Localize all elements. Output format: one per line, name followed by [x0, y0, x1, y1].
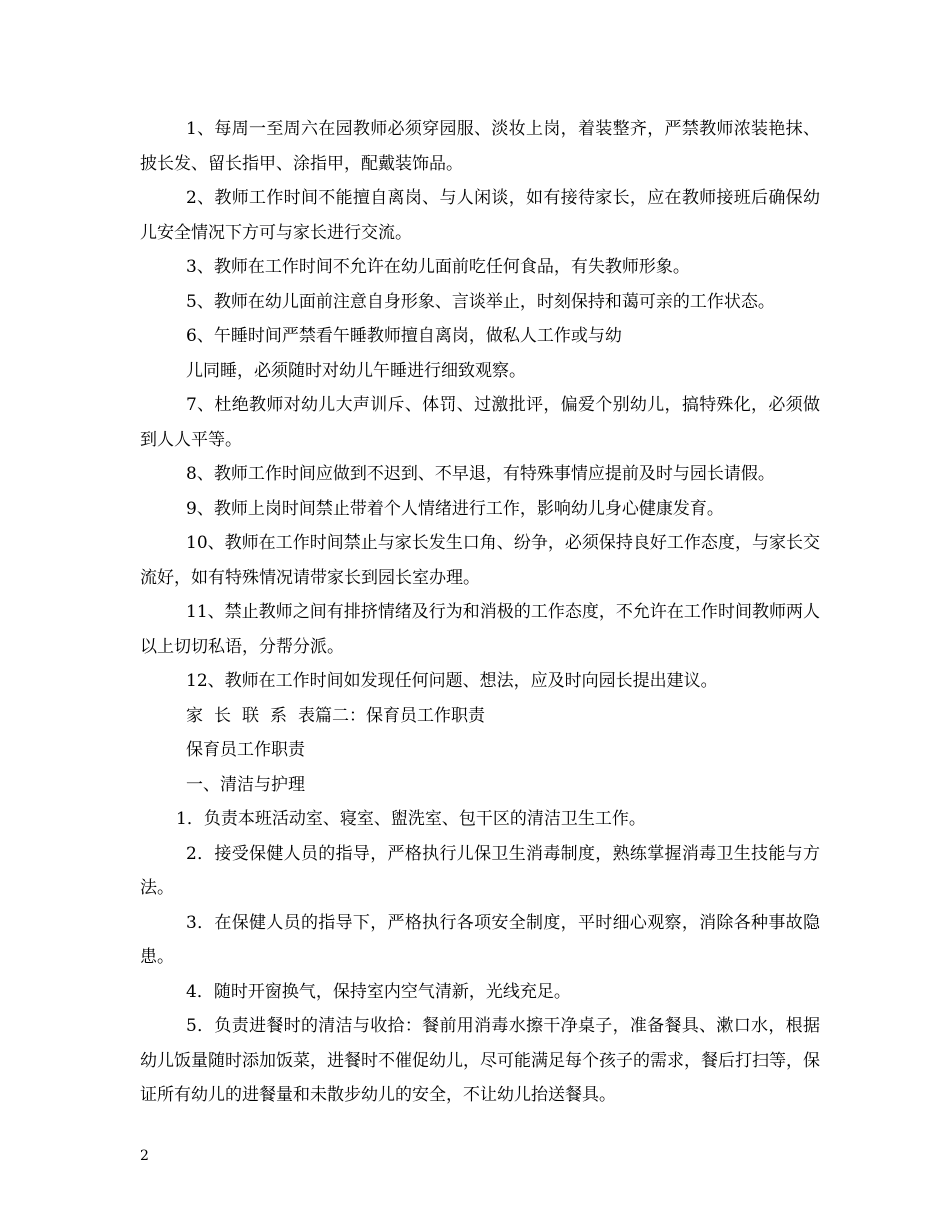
subsection-heading: 一、清洁与护理 — [186, 774, 305, 795]
rule-paragraph: 9、教师上岗时间禁止带着个人情绪进行工作，影响幼儿身心健康发育。 — [186, 498, 724, 519]
rule-paragraph: 11、禁止教师之间有排挤情绪及行为和消极的工作态度，不允许在工作时间教师两人以上切切私语，分帮分派。 — [140, 602, 820, 657]
rule-paragraph-continuation: 儿同睡，必须随时对幼儿午睡进行细致观察。 — [186, 360, 526, 381]
section-header — [140, 699, 820, 734]
rule-paragraph: 6、午睡时间严禁看午睡教师擅自离岗，做私人工作或与幼 — [186, 326, 622, 346]
rule-paragraph: 12、教师在工作时间如发现任何问题、想法，应及时向园长提出建议。 — [186, 671, 718, 691]
document-body — [140, 112, 820, 1113]
rule-paragraph: 2、教师工作时间不能擅自离岗、与人闲谈，如有接待家长，应在教师接班后确保幼儿安全情况下方可与家长进行交流。 — [140, 188, 820, 243]
rule-paragraph: 8、教师工作时间应做到不迟到、不早退，有特殊事情应提前及时与园长请假。 — [186, 464, 775, 484]
section-title: 保育员工作职责 — [186, 740, 305, 760]
rule-paragraph: 7、杜绝教师对幼儿大声训斥、体罚、过激批评，偏爱个别幼儿，搞特殊化，必须做到人人平等。 — [140, 395, 820, 450]
page-number: 2 — [140, 1148, 149, 1164]
rule-paragraph: 10、教师在工作时间禁止与家长发生口角、纷争，必须保持良好工作态度，与家长交流好，如有特殊情况请带家长到园长室办理。 — [140, 533, 820, 588]
duty-item: 3．在保健人员的指导下，严格执行各项安全制度，平时细心观察，消除各种事故隐患。 — [140, 912, 820, 967]
rule-paragraph: 1、每周一至周六在园教师必须穿园服、淡妆上岗，着装整齐，严禁教师浓装艳抹、披长发、留长指甲、涂指甲，配戴装饰品。 — [140, 119, 820, 174]
duty-item: 2．接受保健人员的指导，严格执行儿保卫生消毒制度，熟练掌握消毒卫生技能与方法。 — [140, 843, 820, 898]
section-header-spaced: 家长联系 — [186, 705, 298, 726]
section-header-rest: 表篇二：保育员工作职责 — [298, 705, 485, 726]
rule-paragraph: 5、教师在幼儿面前注意自身形象、言谈举止，时刻保持和蔼可亲的工作状态。 — [186, 291, 775, 312]
rule-paragraph: 3、教师在工作时间不允许在幼儿面前吃任何食品，有失教师形象。 — [186, 257, 690, 277]
duty-item: 4．随时开窗换气，保持室内空气清新，光线充足。 — [186, 981, 571, 1002]
duty-item: 5．负责进餐时的清洁与收拾：餐前用消毒水擦干净桌子，准备餐具、漱口水，根据幼儿饭量随时添加饭菜，进餐时不催促幼儿，尽可能满足每个孩子的需求，餐后打扫等，保证所有幼儿的进餐量和未散步幼儿的安全，不让幼儿抬送餐具。 — [140, 1016, 820, 1105]
duty-item: 1．负责本班活动室、寝室、盥洗室、包干区的清洁卫生工作。 — [176, 809, 646, 829]
